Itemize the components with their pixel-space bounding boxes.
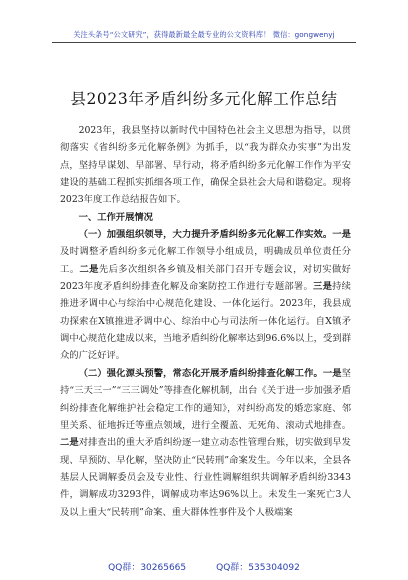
intro-paragraph: 2023年，我县坚持以新时代中国特色社会主义思想为指导，以贯彻落实《省纠纷多元化解条例》为抓手，以“我为群众办实事”为出发点，坚持早谋划、早部署、早行动，将矛盾纠纷多元化解工作作为平安建设的基础工程抓实抓细各项工作，确保全县社会大局和谐稳定。现将2023年度工作总结报告如下。 xyxy=(60,125,351,206)
point-text: 及时调整矛盾纠纷多元化解工作领导小组成员，明确成员单位责任分工。 xyxy=(60,246,351,275)
header-divider xyxy=(52,42,356,43)
header-banner: 关注头条号“公文研究”，获得最新最全最专业的公文资料库！ 微信：gongwenyj xyxy=(73,30,335,39)
document-title: 县2023年矛盾纠纷多元化解工作总结 xyxy=(70,90,338,108)
point-marker: 二是 xyxy=(60,437,79,449)
point-marker: 一是 xyxy=(332,229,351,241)
qq-group-2: QQ群：535304092 xyxy=(216,563,300,573)
qq-group-1: QQ群：30265665 xyxy=(108,563,187,573)
point-text: 坚持“三天三一”“三三调处”等排查化解机制，出台《关于进一步加强矛盾纠纷排查化解维护社会稳定工作的通知》，对纠纷高发的婚恋家庭、邻里关系、征地拆迁等重点领域，进行全覆盖、无死角、滚动式地排查。 xyxy=(60,367,351,431)
paragraph-lead: （一）加强组织领导，大力提升矛盾纠纷多元化解工作实效。 xyxy=(78,229,333,241)
point-marker: 一是 xyxy=(322,367,342,379)
prevention-paragraph xyxy=(60,365,351,521)
point-text: 持续推进矛调中心与综治中心规范化建设、一体化运行。2023年，我县成功探索在X镇推进矛调中心、综治中心与司法所一体化运行。自X镇矛调中心规范化建成以来，当地矛盾纠纷化解率达到96.6%以上，受到群众的广泛好评。 xyxy=(60,281,351,362)
document-body xyxy=(60,122,351,521)
paragraph-lead: （二）强化源头预警，常态化开展矛盾纠纷排查化解工作。 xyxy=(78,367,323,379)
organization-paragraph xyxy=(60,226,351,365)
footer xyxy=(0,560,408,573)
point-marker: 三是 xyxy=(313,281,333,293)
point-marker: 二是 xyxy=(79,263,99,275)
point-text: 先后多次组织各乡镇及相关部门召开专题会议，对切实做好2023年度矛盾纠纷排查化解及命案防控工作进行专题部署。 xyxy=(60,263,351,293)
point-text: 对排查出的重大矛盾纠纷逐一建立动态性管理台账，切实做到早发现、早预防、早化解，坚决防止“民转刑”命案发生。今年以来，全县各基层人民调解委员会及专业性、行业性调解组织共调解矛盾纠纷3343件，调解成功3293件，调解成功率达96%以上。未发生一案死亡3人及以上重大“民转刑”命案、重大群体性事件及个人极端案 xyxy=(60,437,351,518)
section-heading: 一、工作开展情况 xyxy=(78,211,153,223)
